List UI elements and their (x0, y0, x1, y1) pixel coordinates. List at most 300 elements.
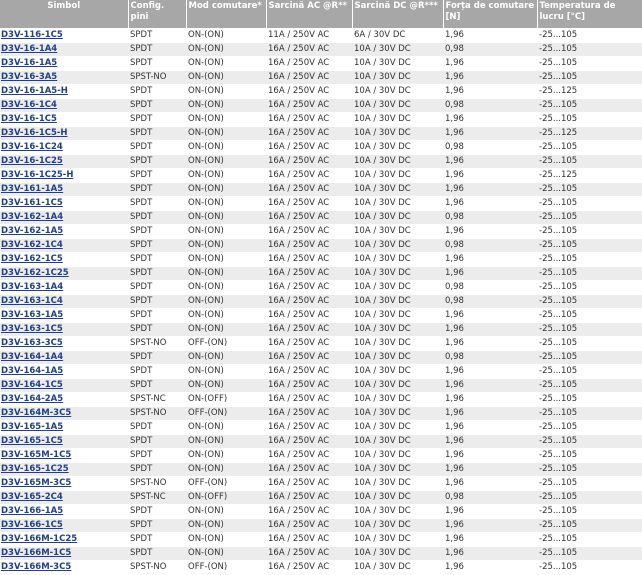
symbol-cell (0, 267, 128, 281)
force-cell: 1,96 (443, 337, 537, 351)
mode-cell: ON-(ON) (186, 99, 266, 113)
symbol-cell (0, 449, 128, 463)
ac-load-cell: 16A / 250V AC (266, 463, 352, 477)
header-simbol[interactable]: Simbol (0, 0, 128, 29)
symbol-link[interactable]: D3V-163-1A4 (1, 282, 64, 292)
header-sarcina-ac[interactable]: Sarcină AC @R** (266, 0, 352, 29)
mode-cell: OFF-(ON) (186, 561, 266, 575)
temperature-cell: -25...105 (537, 225, 642, 239)
symbol-link[interactable]: D3V-165-1A5 (1, 422, 64, 432)
force-cell: 1,96 (443, 365, 537, 379)
config-cell: SPDT (128, 519, 186, 533)
table-row (0, 239, 642, 253)
ac-load-cell: 16A / 250V AC (266, 491, 352, 505)
table-row (0, 155, 642, 169)
dc-load-cell: 10A / 30V DC (352, 197, 443, 211)
config-cell: SPST-NO (128, 71, 186, 85)
config-cell: SPST-NO (128, 337, 186, 351)
config-cell: SPDT (128, 211, 186, 225)
dc-load-cell: 10A / 30V DC (352, 379, 443, 393)
force-cell: 1,96 (443, 267, 537, 281)
temperature-cell: -25...105 (537, 211, 642, 225)
symbol-cell (0, 533, 128, 547)
symbol-cell (0, 141, 128, 155)
temperature-cell: -25...105 (537, 421, 642, 435)
ac-load-cell: 16A / 250V AC (266, 127, 352, 141)
ac-load-cell: 16A / 250V AC (266, 533, 352, 547)
config-cell: SPDT (128, 281, 186, 295)
dc-load-cell: 10A / 30V DC (352, 85, 443, 99)
mode-cell: ON-(ON) (186, 57, 266, 71)
table-row (0, 267, 642, 281)
ac-load-cell: 16A / 250V AC (266, 225, 352, 239)
mode-cell: ON-(ON) (186, 323, 266, 337)
symbol-link[interactable]: D3V-165-2C4 (1, 492, 63, 502)
mode-cell: ON-(ON) (186, 449, 266, 463)
dc-load-cell: 10A / 30V DC (352, 463, 443, 477)
symbol-link[interactable]: D3V-164-1A5 (1, 366, 64, 376)
mode-cell: ON-(ON) (186, 533, 266, 547)
symbol-cell (0, 407, 128, 421)
dc-load-cell: 10A / 30V DC (352, 519, 443, 533)
config-cell: SPDT (128, 253, 186, 267)
symbol-link[interactable]: D3V-164M-3C5 (1, 408, 72, 418)
symbol-link[interactable]: D3V-166M-3C5 (1, 562, 72, 572)
force-cell: 1,96 (443, 85, 537, 99)
symbol-link[interactable]: D3V-162-1C4 (1, 240, 63, 250)
symbol-link[interactable]: D3V-16-1C4 (1, 100, 57, 110)
force-cell: 1,96 (443, 29, 537, 43)
symbol-link[interactable]: D3V-116-1C5 (1, 30, 63, 40)
force-cell: 0,98 (443, 99, 537, 113)
ac-load-cell: 16A / 250V AC (266, 337, 352, 351)
symbol-link[interactable]: D3V-162-1C5 (1, 254, 63, 264)
temperature-cell: -25...125 (537, 127, 642, 141)
table-body (0, 29, 642, 575)
config-cell: SPDT (128, 127, 186, 141)
mode-cell: ON-(ON) (186, 183, 266, 197)
table-row (0, 211, 642, 225)
force-cell: 1,96 (443, 505, 537, 519)
table-row (0, 435, 642, 449)
symbol-link[interactable]: D3V-164-2A5 (1, 394, 64, 404)
ac-load-cell: 16A / 250V AC (266, 71, 352, 85)
header-mod-comutare[interactable]: Mod comutare* (186, 0, 266, 29)
table-row (0, 99, 642, 113)
table-row (0, 407, 642, 421)
config-cell: SPDT (128, 323, 186, 337)
symbol-cell (0, 351, 128, 365)
config-cell: SPST-NC (128, 393, 186, 407)
temperature-cell: -25...105 (537, 477, 642, 491)
mode-cell: ON-(ON) (186, 141, 266, 155)
symbol-cell (0, 477, 128, 491)
force-cell: 1,96 (443, 169, 537, 183)
force-cell: 1,96 (443, 477, 537, 491)
dc-load-cell: 10A / 30V DC (352, 71, 443, 85)
config-cell: SPST-NC (128, 491, 186, 505)
temperature-cell: -25...105 (537, 365, 642, 379)
config-cell: SPDT (128, 43, 186, 57)
header-config-pini[interactable]: Config. pini (128, 0, 186, 29)
symbol-link[interactable]: D3V-16-1A5-H (1, 86, 68, 96)
dc-load-cell: 10A / 30V DC (352, 561, 443, 575)
config-cell: SPDT (128, 85, 186, 99)
force-cell: 1,96 (443, 323, 537, 337)
force-cell: 1,96 (443, 197, 537, 211)
dc-load-cell: 10A / 30V DC (352, 491, 443, 505)
mode-cell: OFF-(ON) (186, 337, 266, 351)
symbol-cell (0, 281, 128, 295)
temperature-cell: -25...105 (537, 267, 642, 281)
symbol-link[interactable]: D3V-162-1C25 (1, 268, 69, 278)
table-row (0, 113, 642, 127)
table-row (0, 253, 642, 267)
table-row (0, 281, 642, 295)
temperature-cell: -25...105 (537, 519, 642, 533)
table-row (0, 533, 642, 547)
temperature-cell: -25...105 (537, 281, 642, 295)
dc-load-cell: 10A / 30V DC (352, 267, 443, 281)
temperature-cell: -25...105 (537, 309, 642, 323)
force-cell: 1,96 (443, 393, 537, 407)
symbol-link[interactable]: D3V-16-1C25-H (1, 170, 74, 180)
temperature-cell: -25...105 (537, 407, 642, 421)
config-cell: SPDT (128, 463, 186, 477)
table-row (0, 57, 642, 71)
symbol-link[interactable]: D3V-16-1C24 (1, 142, 63, 152)
force-cell: 1,96 (443, 155, 537, 169)
symbol-link[interactable]: D3V-16-3A5 (1, 72, 58, 82)
symbol-cell (0, 155, 128, 169)
force-cell: 1,96 (443, 57, 537, 71)
force-cell: 1,96 (443, 309, 537, 323)
symbol-link[interactable]: D3V-164-1A4 (1, 352, 64, 362)
symbol-cell (0, 239, 128, 253)
ac-load-cell: 16A / 250V AC (266, 435, 352, 449)
config-cell: SPDT (128, 99, 186, 113)
temperature-cell: -25...105 (537, 183, 642, 197)
force-cell: 1,96 (443, 379, 537, 393)
table-row (0, 295, 642, 309)
dc-load-cell: 10A / 30V DC (352, 155, 443, 169)
temperature-cell: -25...105 (537, 435, 642, 449)
force-cell: 1,96 (443, 435, 537, 449)
temperature-cell: -25...105 (537, 491, 642, 505)
header-forta-comutare[interactable]: Forța de comutare [N] (443, 0, 537, 29)
table-row (0, 225, 642, 239)
symbol-cell (0, 309, 128, 323)
ac-load-cell: 16A / 250V AC (266, 99, 352, 113)
header-temperatura[interactable]: Temperatura de lucru [°C] (537, 0, 642, 29)
force-cell: 1,96 (443, 449, 537, 463)
mode-cell: ON-(ON) (186, 211, 266, 225)
config-cell: SPST-NO (128, 477, 186, 491)
force-cell: 1,96 (443, 519, 537, 533)
temperature-cell: -25...125 (537, 169, 642, 183)
mode-cell: ON-(ON) (186, 463, 266, 477)
mode-cell: ON-(ON) (186, 519, 266, 533)
symbol-cell (0, 421, 128, 435)
symbol-link[interactable]: D3V-163-1C5 (1, 324, 63, 334)
mode-cell: ON-(ON) (186, 267, 266, 281)
ac-load-cell: 16A / 250V AC (266, 309, 352, 323)
symbol-link[interactable]: D3V-166M-1C25 (1, 534, 78, 544)
dc-load-cell: 10A / 30V DC (352, 505, 443, 519)
mode-cell: ON-(ON) (186, 197, 266, 211)
ac-load-cell: 16A / 250V AC (266, 449, 352, 463)
symbol-link[interactable]: D3V-165-1C25 (1, 464, 69, 474)
symbol-link[interactable]: D3V-16-1C25 (1, 156, 63, 166)
mode-cell: ON-(OFF) (186, 491, 266, 505)
config-cell: SPDT (128, 449, 186, 463)
ac-load-cell: 16A / 250V AC (266, 267, 352, 281)
dc-load-cell: 10A / 30V DC (352, 533, 443, 547)
symbol-link[interactable]: D3V-166-1A5 (1, 506, 64, 516)
ac-load-cell: 11A / 250V AC (266, 29, 352, 43)
config-cell: SPDT (128, 505, 186, 519)
dc-load-cell: 10A / 30V DC (352, 309, 443, 323)
symbol-cell (0, 561, 128, 575)
symbol-link[interactable]: D3V-16-1A5 (1, 58, 58, 68)
symbol-cell (0, 57, 128, 71)
ac-load-cell: 16A / 250V AC (266, 561, 352, 575)
temperature-cell: -25...105 (537, 197, 642, 211)
temperature-cell: -25...105 (537, 323, 642, 337)
dc-load-cell: 10A / 30V DC (352, 365, 443, 379)
config-cell: SPDT (128, 197, 186, 211)
force-cell: 1,96 (443, 71, 537, 85)
symbol-link[interactable]: D3V-163-3C5 (1, 338, 63, 348)
symbol-cell (0, 491, 128, 505)
force-cell: 1,96 (443, 183, 537, 197)
force-cell: 1,96 (443, 463, 537, 477)
dc-load-cell: 10A / 30V DC (352, 141, 443, 155)
symbol-link[interactable]: D3V-161-1C5 (1, 198, 63, 208)
force-cell: 0,98 (443, 43, 537, 57)
dc-load-cell: 10A / 30V DC (352, 337, 443, 351)
config-cell: SPDT (128, 309, 186, 323)
symbol-cell (0, 127, 128, 141)
ac-load-cell: 16A / 250V AC (266, 519, 352, 533)
table-row (0, 379, 642, 393)
force-cell: 1,96 (443, 421, 537, 435)
temperature-cell: -25...105 (537, 141, 642, 155)
temperature-cell: -25...105 (537, 29, 642, 43)
symbol-link[interactable]: D3V-166M-1C5 (1, 548, 72, 558)
table-row (0, 519, 642, 533)
temperature-cell: -25...105 (537, 561, 642, 575)
mode-cell: ON-(OFF) (186, 393, 266, 407)
mode-cell: ON-(ON) (186, 547, 266, 561)
dc-load-cell: 10A / 30V DC (352, 225, 443, 239)
config-cell: SPDT (128, 351, 186, 365)
dc-load-cell: 10A / 30V DC (352, 421, 443, 435)
symbol-link[interactable]: D3V-161-1A5 (1, 184, 64, 194)
symbol-cell (0, 169, 128, 183)
dc-load-cell: 10A / 30V DC (352, 211, 443, 225)
symbol-link[interactable]: D3V-16-1C5 (1, 114, 57, 124)
dc-load-cell: 10A / 30V DC (352, 435, 443, 449)
symbol-cell (0, 463, 128, 477)
mode-cell: ON-(ON) (186, 127, 266, 141)
symbol-link[interactable]: D3V-165M-3C5 (1, 478, 72, 488)
config-cell: SPDT (128, 365, 186, 379)
force-cell: 0,98 (443, 295, 537, 309)
mode-cell: ON-(ON) (186, 253, 266, 267)
temperature-cell: -25...105 (537, 337, 642, 351)
ac-load-cell: 16A / 250V AC (266, 197, 352, 211)
header-sarcina-dc[interactable]: Sarcină DC @R*** (352, 0, 443, 29)
mode-cell: ON-(ON) (186, 281, 266, 295)
force-cell: 0,98 (443, 239, 537, 253)
mode-cell: ON-(ON) (186, 421, 266, 435)
table-row (0, 85, 642, 99)
dc-load-cell: 10A / 30V DC (352, 295, 443, 309)
table-row (0, 183, 642, 197)
table-row (0, 169, 642, 183)
config-cell: SPDT (128, 113, 186, 127)
dc-load-cell: 6A / 30V DC (352, 29, 443, 43)
config-cell: SPST-NO (128, 561, 186, 575)
table-row (0, 29, 642, 43)
symbol-link[interactable]: D3V-162-1A4 (1, 212, 64, 222)
temperature-cell: -25...105 (537, 393, 642, 407)
header-row (0, 0, 642, 29)
symbol-cell (0, 295, 128, 309)
symbol-cell (0, 323, 128, 337)
temperature-cell: -25...125 (537, 85, 642, 99)
dc-load-cell: 10A / 30V DC (352, 239, 443, 253)
dc-load-cell: 10A / 30V DC (352, 113, 443, 127)
config-cell: SPDT (128, 225, 186, 239)
mode-cell: ON-(ON) (186, 351, 266, 365)
ac-load-cell: 16A / 250V AC (266, 141, 352, 155)
temperature-cell: -25...105 (537, 239, 642, 253)
mode-cell: ON-(ON) (186, 169, 266, 183)
table-row (0, 71, 642, 85)
symbol-cell (0, 519, 128, 533)
symbol-link[interactable]: D3V-163-1C4 (1, 296, 63, 306)
mode-cell: ON-(ON) (186, 71, 266, 85)
ac-load-cell: 16A / 250V AC (266, 211, 352, 225)
dc-load-cell: 10A / 30V DC (352, 253, 443, 267)
dc-load-cell: 10A / 30V DC (352, 183, 443, 197)
symbol-cell (0, 253, 128, 267)
table-row (0, 463, 642, 477)
config-cell: SPDT (128, 421, 186, 435)
symbol-cell (0, 505, 128, 519)
dc-load-cell: 10A / 30V DC (352, 351, 443, 365)
ac-load-cell: 16A / 250V AC (266, 43, 352, 57)
symbol-link[interactable]: D3V-16-1A4 (1, 44, 58, 54)
temperature-cell: -25...105 (537, 379, 642, 393)
mode-cell: ON-(ON) (186, 239, 266, 253)
config-cell: SPDT (128, 295, 186, 309)
mode-cell: ON-(ON) (186, 295, 266, 309)
symbol-cell (0, 85, 128, 99)
ac-load-cell: 16A / 250V AC (266, 183, 352, 197)
symbol-cell (0, 225, 128, 239)
ac-load-cell: 16A / 250V AC (266, 505, 352, 519)
symbol-link[interactable]: D3V-164-1C5 (1, 380, 63, 390)
symbol-cell (0, 99, 128, 113)
symbol-cell (0, 211, 128, 225)
table-row (0, 547, 642, 561)
table-row (0, 197, 642, 211)
temperature-cell: -25...105 (537, 547, 642, 561)
temperature-cell: -25...105 (537, 449, 642, 463)
force-cell: 1,96 (443, 225, 537, 239)
table-row (0, 393, 642, 407)
symbol-link[interactable]: D3V-166-1C5 (1, 520, 63, 530)
symbol-link[interactable]: D3V-165-1C5 (1, 436, 63, 446)
ac-load-cell: 16A / 250V AC (266, 253, 352, 267)
config-cell: SPDT (128, 169, 186, 183)
force-cell: 1,96 (443, 253, 537, 267)
force-cell: 1,96 (443, 127, 537, 141)
dc-load-cell: 10A / 30V DC (352, 169, 443, 183)
symbol-link[interactable]: D3V-165M-1C5 (1, 450, 72, 460)
table-row (0, 127, 642, 141)
symbol-cell (0, 365, 128, 379)
config-cell: SPDT (128, 379, 186, 393)
table-row (0, 449, 642, 463)
ac-load-cell: 16A / 250V AC (266, 239, 352, 253)
ac-load-cell: 16A / 250V AC (266, 85, 352, 99)
ac-load-cell: 16A / 250V AC (266, 421, 352, 435)
symbol-cell (0, 71, 128, 85)
symbol-cell (0, 547, 128, 561)
temperature-cell: -25...105 (537, 57, 642, 71)
mode-cell: ON-(ON) (186, 29, 266, 43)
table-row (0, 561, 642, 575)
symbol-link[interactable]: D3V-16-1C5-H (1, 128, 68, 138)
temperature-cell: -25...105 (537, 533, 642, 547)
symbol-cell (0, 43, 128, 57)
temperature-cell: -25...105 (537, 463, 642, 477)
ac-load-cell: 16A / 250V AC (266, 351, 352, 365)
force-cell: 1,96 (443, 561, 537, 575)
dc-load-cell: 10A / 30V DC (352, 57, 443, 71)
symbol-cell (0, 29, 128, 43)
symbol-link[interactable]: D3V-162-1A5 (1, 226, 64, 236)
ac-load-cell: 16A / 250V AC (266, 477, 352, 491)
temperature-cell: -25...105 (537, 253, 642, 267)
mode-cell: OFF-(ON) (186, 407, 266, 421)
config-cell: SPDT (128, 141, 186, 155)
table-row (0, 351, 642, 365)
table-row (0, 505, 642, 519)
dc-load-cell: 10A / 30V DC (352, 393, 443, 407)
mode-cell: ON-(ON) (186, 379, 266, 393)
table-row (0, 309, 642, 323)
temperature-cell: -25...105 (537, 155, 642, 169)
mode-cell: ON-(ON) (186, 43, 266, 57)
force-cell: 1,96 (443, 113, 537, 127)
ac-load-cell: 16A / 250V AC (266, 407, 352, 421)
temperature-cell: -25...105 (537, 43, 642, 57)
symbol-cell (0, 183, 128, 197)
dc-load-cell: 10A / 30V DC (352, 127, 443, 141)
dc-load-cell: 10A / 30V DC (352, 407, 443, 421)
symbol-cell (0, 197, 128, 211)
mode-cell: ON-(ON) (186, 85, 266, 99)
force-cell: 0,98 (443, 351, 537, 365)
symbol-link[interactable]: D3V-163-1A5 (1, 310, 64, 320)
table-row (0, 323, 642, 337)
table-row (0, 421, 642, 435)
